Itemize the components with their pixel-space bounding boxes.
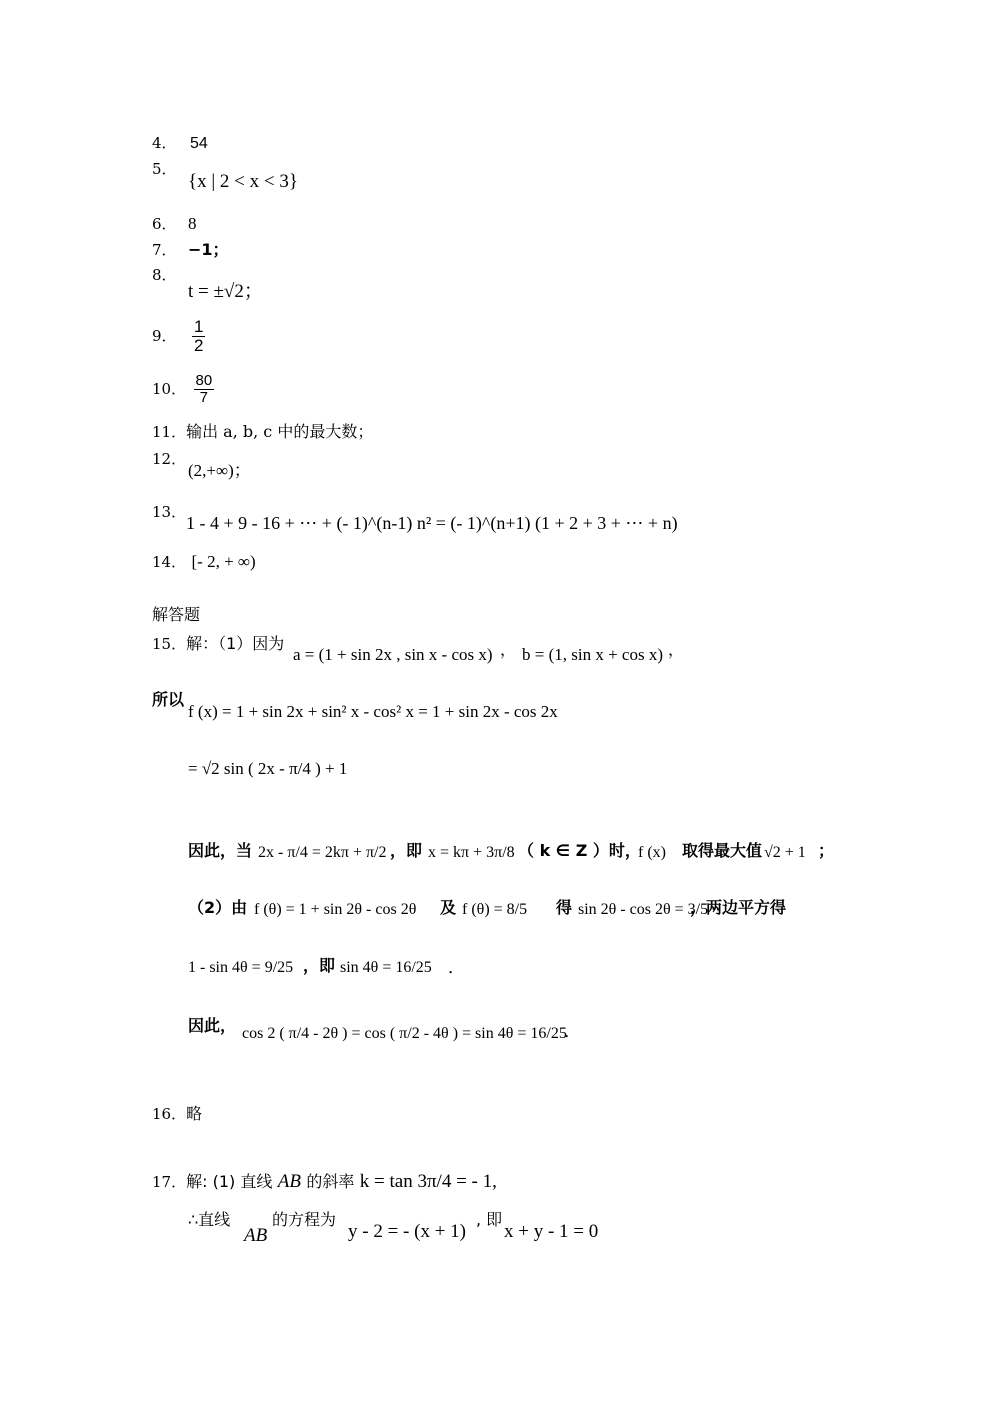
item-number: 11． bbox=[152, 423, 187, 441]
q15-ji: ，即 bbox=[390, 841, 423, 860]
q15-ji2: 及 bbox=[440, 898, 457, 917]
q15-final: cos 2 ( π/4 - 2θ ) = cos ( π/2 - 4θ ) = sin 4θ = 16/25 bbox=[242, 1025, 567, 1042]
item-number: 6． bbox=[152, 215, 177, 233]
q17-ab: AB bbox=[277, 1171, 301, 1192]
q15-p2-f85: f (θ) = 8/5 bbox=[462, 901, 528, 918]
answer-13: 1 - 4 + 9 - 16 + ⋯ + (- 1)^(n-1) n² = (- 1)^(n+1) (1 + 2 + 3 + ⋯ + n) bbox=[186, 513, 678, 533]
q15-separator: ， bbox=[500, 640, 517, 659]
answer-4 bbox=[152, 135, 208, 152]
q17-slope: k = tan 3π/4 = - 1, bbox=[359, 1171, 497, 1192]
q15-p2-ftheta: f (θ) = 1 + sin 2θ - cos 2θ bbox=[254, 901, 417, 918]
item-answer: 54 bbox=[189, 135, 208, 152]
q15-yinci: 因此，当 bbox=[188, 841, 253, 860]
q17-slope-text: 的斜率 bbox=[306, 1172, 355, 1191]
q15-xval: x = kπ + 3π/8 bbox=[428, 844, 515, 861]
item-number-13: 13． bbox=[152, 503, 187, 521]
fraction bbox=[194, 373, 215, 406]
answer-16 bbox=[152, 1106, 202, 1123]
q15-max-text: 取得最大值 bbox=[682, 841, 763, 860]
answer-11 bbox=[152, 424, 373, 441]
q15-line1 bbox=[152, 636, 284, 653]
item-answer: 8 bbox=[187, 214, 197, 233]
q15-p2-eq: sin 2θ - cos 2θ = 3/5 bbox=[578, 901, 709, 918]
item-number: 16． bbox=[152, 1105, 187, 1123]
answer-14 bbox=[152, 553, 256, 571]
q15-lead: 解：（1）因为 bbox=[186, 634, 285, 653]
item-answer: −1； bbox=[187, 240, 229, 259]
section-title: 解答题 bbox=[152, 605, 201, 624]
denominator: 7 bbox=[199, 388, 209, 406]
answer-5: {x | 2 < x < 3} bbox=[188, 171, 298, 192]
q15-condition: 2x - π/4 = 2kπ + π/2 bbox=[258, 844, 387, 861]
answer-10 bbox=[152, 373, 216, 406]
q17-eq: y - 2 = - (x + 1) bbox=[348, 1221, 466, 1242]
q15-dot2: ． bbox=[564, 1022, 581, 1042]
numerator: 80 bbox=[195, 372, 213, 389]
denominator: 2 bbox=[193, 335, 204, 355]
item-number-12: 12． bbox=[152, 450, 187, 468]
answer-12: (2,+∞)； bbox=[188, 461, 251, 480]
q15-separator-2: ， bbox=[668, 640, 685, 659]
item-answer: 略 bbox=[186, 1104, 203, 1123]
q17-lead: 解: (1) 直线 bbox=[186, 1172, 273, 1191]
item-number: 14． bbox=[152, 553, 187, 571]
q15-vector-a: a = (1 + sin 2x , sin x - cos x) bbox=[293, 645, 493, 664]
q15-fx: f (x) = 1 + sin 2x + sin² x - cos² x = 1 + sin 2x - cos 2x bbox=[188, 702, 558, 721]
q15-fx2: f (x) bbox=[638, 844, 666, 861]
item-answer: 输出 a, b, c 中的最大数； bbox=[186, 422, 374, 441]
q15-de: 得 bbox=[556, 898, 573, 917]
item-answer: [- 2, + ∞) bbox=[191, 552, 256, 571]
item-number: 9． bbox=[152, 326, 177, 345]
q17-therefore: ∴直线 bbox=[188, 1210, 231, 1229]
item-number: 10． bbox=[152, 379, 187, 398]
q15-end: ； bbox=[818, 841, 835, 860]
q15-eq2: = √2 sin ( 2x - π/4 ) + 1 bbox=[188, 759, 348, 778]
numerator: 1 bbox=[193, 317, 204, 336]
q15-dot: ． bbox=[448, 958, 465, 978]
q15-max-val: √2 + 1 bbox=[764, 844, 806, 861]
answer-7 bbox=[152, 242, 229, 259]
answer-9 bbox=[152, 318, 207, 355]
item-number: 17． bbox=[152, 1173, 187, 1191]
q15-p2-line2: 1 - sin 4θ = 9/25 bbox=[188, 959, 294, 976]
q17-ab2: AB bbox=[244, 1225, 268, 1246]
q15-square: ，两边平方得 bbox=[690, 898, 787, 917]
item-number: 7． bbox=[152, 241, 177, 259]
q17-ji: , 即 bbox=[476, 1210, 503, 1229]
answer-6 bbox=[152, 215, 196, 233]
q15-kz: （ k ∈ Z ）时， bbox=[518, 841, 641, 860]
q15-p2-line2b: sin 4θ = 16/25 bbox=[340, 959, 432, 976]
item-number-5: 5． bbox=[152, 160, 177, 178]
q15-ji3: ，即 bbox=[303, 956, 336, 975]
q17-eq-text: 的方程为 bbox=[272, 1210, 337, 1229]
fraction bbox=[192, 318, 205, 355]
answer-8: t = ±√2； bbox=[188, 281, 263, 302]
q15-vector-b: b = (1, sin x + cos x) bbox=[522, 645, 663, 664]
q15-yinci2: 因此， bbox=[188, 1016, 237, 1035]
q15-suoyi: 所以 bbox=[152, 690, 185, 709]
q17-line1 bbox=[152, 1172, 497, 1191]
q17-eq2: x + y - 1 = 0 bbox=[504, 1221, 599, 1242]
q15-p2-lead: （2）由 bbox=[188, 898, 248, 917]
item-number-8: 8． bbox=[152, 266, 177, 284]
item-number: 15． bbox=[152, 635, 187, 653]
item-number: 4． bbox=[152, 134, 177, 152]
